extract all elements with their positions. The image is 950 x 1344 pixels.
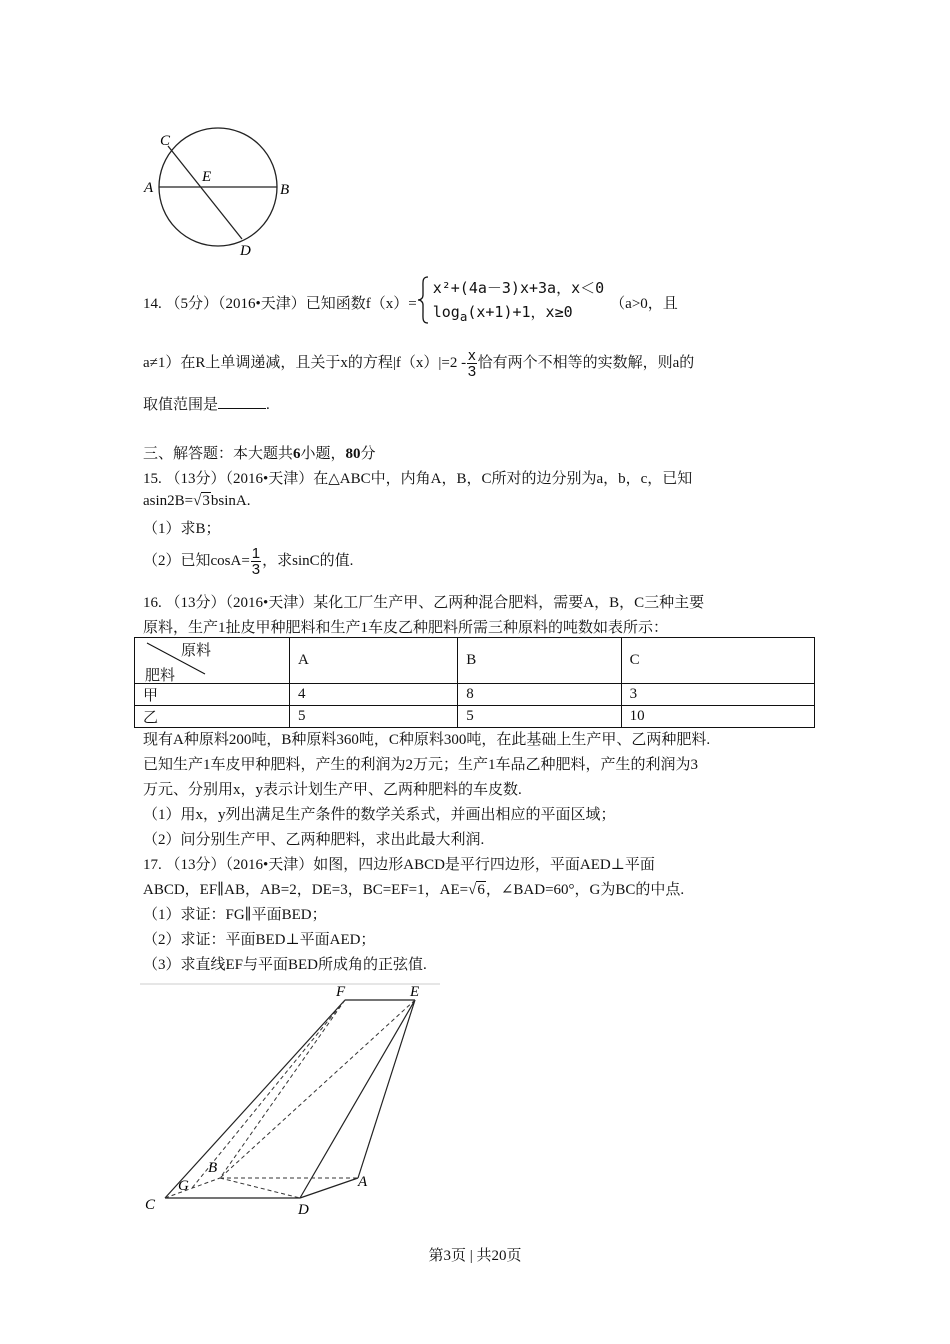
materials-table: 原料 肥料 A B C 甲 4 8 3 乙 5 5 10 <box>134 637 815 728</box>
section-heading: 三、解答题：本大题共6小题，80分 <box>143 446 376 462</box>
svg-text:B: B <box>208 1160 218 1176</box>
brace-icon <box>417 276 429 324</box>
table-row: 甲 4 8 3 <box>135 684 815 706</box>
svg-text:E: E <box>410 984 420 1000</box>
circle-figure <box>140 125 300 260</box>
corner-cell: 原料 肥料 <box>135 638 290 684</box>
question-14: 14. （5分）（2016•天津）已知函数f（x）= x²+(4a－3)x+3a，x＜0 $\log_a(x+1)+1$，x≥0 （a>0，且 <box>143 276 678 329</box>
svg-text:F: F <box>336 984 346 1000</box>
piecewise-function: x²+(4a－3)x+3a，x＜0 $\log_a(x+1)+1$，x≥0 <box>417 276 604 329</box>
svg-text:A: A <box>144 180 154 196</box>
svg-text:E: E <box>202 169 212 185</box>
question-17: 17. （13分）（2016•天津）如图，四边形ABCD是平行四边形，平面AED⊥平面 <box>143 857 655 873</box>
question-15: 15. （13分）（2016•天津）在△ABC中，内角A，B，C所对的边分别为a，b，c，已知 <box>143 471 693 487</box>
svg-text:C: C <box>145 1197 156 1213</box>
svg-text:G: G <box>178 1178 189 1194</box>
document-page: C E A B D 14. （5分）（2016•天津）已知函数f（x）= x²+(4a－3)x+3a，x＜0 $\log_a(x+1)+1$，x≥0 （a>0，且 a≠1）在R上单调递减，且关于x的方程|f（x）|=2 - $\frac{x}{3}$ 恰有两个不相等的实数解，则a的 取值范围是 . 三、解答题：本大题共6小题，80分 15. （13分）（2016•天津）在△ABC中，内角A，B，C所对的边分别为a，b，c，已知 asin2B=√3bsinA. （1）求B； （2）已知cosA= $\frac{1}{3}$ ，求sinC的值. 16. （13分）（2016•天津）某化工厂生产甲、乙两种混合肥料，需要A，B，C三种主要 原料，生产1扯皮甲种肥料和生产1车皮乙种肥料所需三种原料的吨数如表所示： 原料 肥料 A B C 甲 4 8 3 乙 5 5 10 现有A种原料200吨，B种原料360吨，C种原料300吨，在此基础上生产甲、乙两种肥料. 已知生产1车皮甲种肥料，产生的利润为2万元；生产1车品乙种肥料，产生的利润为3 万元、分别用x，y表示计划生产甲、乙两种肥料的车皮数. （1）用x，y列出满足生产条件的数学关系式，并画出相应的平面区域； （2）问分别生产甲、乙两种肥料，求出此最大利润. 17. （13分）（2016•天津）如图，四边形ABCD是平行四边形，平面AED⊥平面 ABCD，EF∥AB，AB=2，DE=3，BC=EF=1，AE=√6，∠BAD=60°，G为BC的中点. （1）求证：FG∥平面BED； （2）求证：平面BED⊥平面AED； （3）求直线EF与平面BED所成角的正弦值. F E B G A C D 第3页 | 共20页 <box>0 0 950 1344</box>
page-footer: 第3页 | 共20页 <box>428 1248 522 1264</box>
svg-text:D: D <box>298 1202 309 1218</box>
svg-text:B: B <box>280 182 290 198</box>
table-row: 乙 5 5 10 <box>135 706 815 728</box>
question-16: 16. （13分）（2016•天津）某化工厂生产甲、乙两种混合肥料，需要A，B，C三种主要 <box>143 595 705 611</box>
answer-blank <box>218 396 266 409</box>
solid-figure <box>140 980 450 1220</box>
svg-text:A: A <box>358 1174 368 1190</box>
svg-text:D: D <box>240 243 251 259</box>
svg-text:C: C <box>160 133 171 149</box>
